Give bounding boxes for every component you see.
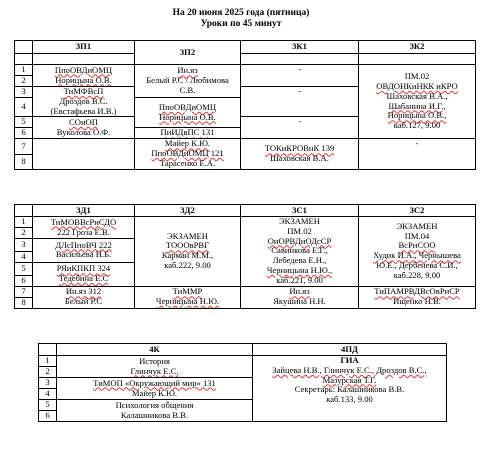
lesson-cell	[33, 217, 135, 239]
lesson-cell	[57, 378, 253, 400]
subject-name: ТиМОП «Окружающий мир» 131	[93, 377, 216, 388]
lesson-cell	[135, 98, 241, 128]
subject-code: ТиМФВсП	[63, 86, 104, 96]
subject-code: ПпоОВДиОМЦ	[158, 101, 217, 112]
no-lesson-dash: -	[298, 116, 301, 127]
module-code: ПМ.02	[404, 71, 430, 82]
corner-cell	[39, 344, 57, 356]
teacher-name: 222 Гроза Е.В.	[57, 226, 110, 237]
lesson-number: 2	[15, 228, 33, 239]
subject-code: Ин.яз 312	[65, 286, 102, 297]
subject-code: СОиОП	[69, 117, 98, 128]
subject-code: Ин.яз	[289, 286, 310, 297]
teacher-name: Норицына О.В.	[55, 74, 112, 85]
teacher-name: Савинкова Е.Г.,	[271, 245, 328, 256]
lesson-number: 4	[39, 389, 57, 400]
subject-code: ДЛсПпоВЧ 222	[55, 239, 112, 250]
lesson-number: 1	[15, 217, 33, 228]
subject-code: ТиМОВВсРиСДО	[50, 216, 117, 227]
teacher-name: (Евстафьева И.В.)	[50, 105, 117, 116]
exam-label: ГИА	[340, 355, 359, 365]
lesson-number: 4	[15, 98, 33, 117]
subject-code: ОиОРВДиОДсСР	[267, 235, 332, 246]
lesson-number: 2	[15, 76, 33, 87]
subject-code: Ин.яз	[177, 65, 198, 76]
teacher-name: Ищенко Н.В.	[393, 296, 441, 307]
subject-code: ПиИДвПС 131	[160, 127, 215, 138]
teacher-name: Вуколова О.Ф.	[56, 126, 111, 137]
subject-code: ВсРиСОО	[398, 240, 436, 251]
teacher-name: Черницына Н.Ю.	[155, 296, 220, 307]
module-code: ПМ.02	[287, 225, 312, 236]
subject-name: Психология общения	[115, 399, 194, 410]
lesson-number: 5	[15, 117, 33, 128]
no-lesson-dash: -	[415, 138, 419, 149]
teacher-name: Калашникова В.В.	[120, 409, 189, 420]
lesson-cell	[33, 87, 135, 117]
lesson-cell	[57, 400, 253, 422]
corner-cell	[15, 41, 33, 54]
group-header-4pd: 4ПД	[253, 344, 447, 356]
group-header-3s1: 3С1	[241, 205, 359, 217]
spacer-cell	[241, 54, 359, 65]
lesson-number: 4	[15, 251, 33, 262]
lesson-cell	[135, 128, 241, 139]
teacher-name: Дроздов В.С.	[59, 95, 108, 106]
subject-code: ТиММР	[172, 286, 203, 297]
spacer-cell	[33, 54, 135, 65]
lesson-cell	[359, 286, 476, 308]
group-header-4k: 4К	[57, 344, 253, 356]
lesson-number: 7	[15, 286, 33, 297]
subject-name: История	[139, 355, 170, 366]
spacer-cell	[359, 54, 476, 65]
schedule-table-4th-year	[38, 343, 447, 422]
module-code: ПМ.04	[404, 230, 430, 241]
group-header-3d2: 3Д2	[135, 205, 241, 217]
commission-members: Мазурская Т.Г.	[322, 374, 377, 385]
room-time: каб.133, 9.00	[326, 394, 373, 405]
lesson-number: 5	[15, 262, 33, 275]
lesson-cell-exam-block	[241, 217, 359, 287]
teacher-name: Шаховская В.А.,	[386, 90, 448, 101]
teacher-name: Тедебина Е.С	[58, 273, 109, 284]
lesson-cell	[241, 117, 359, 139]
subject-code: ОВДОНКиНКК иКРО	[376, 81, 458, 92]
lesson-cell	[241, 286, 359, 308]
subject-code: ТиПАМРВДВсОвРиСР	[374, 286, 460, 297]
teacher-name: Васильева Н.Б.	[55, 249, 112, 260]
subject-code: ТОООвРВГ	[165, 240, 210, 251]
lesson-number: 1	[15, 65, 33, 76]
lesson-cell	[33, 239, 135, 263]
teacher-name: Белый Р.С	[64, 296, 103, 307]
lesson-number: 6	[15, 128, 33, 139]
teacher-name: Глинчук Е.С.	[130, 365, 179, 376]
teacher-name: Тарасенко Е.А.	[159, 157, 216, 168]
teacher-name: Майер К.Ю.	[131, 387, 178, 398]
exam-label: ЭКЗАМЕН	[396, 220, 438, 231]
lesson-cell-exam-block	[359, 217, 476, 287]
group-header-3k2: 3К2	[359, 41, 476, 54]
group-header-3p1: 3П1	[33, 41, 135, 54]
lesson-cell	[57, 356, 253, 378]
lesson-number: 8	[15, 154, 33, 169]
lesson-cell	[135, 286, 241, 308]
exam-label: ЭКЗАМЕН	[166, 230, 208, 241]
teacher-name: Белый Р.С / Любимова	[146, 75, 229, 86]
lesson-number: 8	[15, 297, 33, 308]
lesson-cell	[241, 139, 359, 169]
group-header-3k1: 3К1	[241, 41, 359, 54]
lesson-cell	[33, 262, 135, 286]
no-lesson-dash: -	[298, 64, 301, 74]
lesson-number: 3	[15, 239, 33, 252]
teacher-name: Лебедева Е.Н.,	[272, 255, 327, 266]
lesson-cell	[135, 65, 241, 98]
lesson-number: 6	[15, 275, 33, 286]
lesson-cell-exam-block	[135, 217, 241, 287]
lesson-cell	[33, 117, 135, 139]
lesson-cell	[241, 87, 359, 117]
secretary: Секретарь: Калашникова В.В.	[294, 384, 405, 395]
commission-members: Зайцева Н.В., Глинчук Е.С., Дроздов В.С.,	[272, 364, 427, 375]
page-subtitle: Уроки по 45 минут	[200, 19, 282, 29]
teacher-name: Черницына Н.Ю.,	[266, 264, 333, 275]
schedule-table-3rd-year-p-k	[14, 40, 476, 170]
corner-cell	[15, 205, 33, 217]
group-header-3s2: 3С2	[359, 205, 476, 217]
subject-code: РЯиКПКП 324	[56, 263, 111, 274]
group-header-3d1: 3Д1	[33, 205, 135, 217]
lesson-cell	[241, 65, 359, 87]
empty-cell	[33, 139, 135, 169]
teacher-name: Норицына О.В.,	[387, 110, 447, 121]
schedule-table-3rd-year-d-s	[14, 204, 476, 309]
lesson-cell	[135, 139, 241, 169]
room-time: каб.127, 9.00	[393, 120, 441, 131]
teacher-name: Майер К.Ю.	[164, 138, 211, 149]
lesson-number: 6	[39, 411, 57, 422]
teacher-name: Шаховская В.А.	[270, 153, 329, 164]
room-time: каб.228, 9.00	[393, 269, 441, 280]
lesson-number: 5	[39, 400, 57, 411]
teacher-name: С.В.	[179, 84, 196, 95]
lesson-number: 7	[15, 139, 33, 154]
lesson-number: 3	[39, 378, 57, 389]
lesson-number: 3	[15, 87, 33, 98]
teacher-name: Худик И.А., Чернышева	[373, 250, 461, 261]
lesson-cell	[33, 286, 135, 308]
teacher-name: Якушина Н.Н.	[273, 296, 326, 307]
no-lesson-dash: -	[298, 86, 301, 96]
room-time: каб.221, 9.00	[276, 274, 323, 285]
group-header-3p2: 3П2	[135, 41, 241, 65]
subject-code: ПпоОВДиОМЦ	[54, 64, 113, 75]
lesson-number: 2	[39, 367, 57, 378]
teacher-name: Ю.Е., Дербенева С.И.,	[376, 260, 458, 271]
teacher-name: Шабанина И.Г.,	[388, 100, 446, 111]
teacher-name: Норицына О.В.	[159, 111, 216, 122]
teacher-name: Карман М.М.,	[161, 250, 214, 261]
subject-code: ПпоОВДиОМЦ 121	[151, 148, 224, 159]
lesson-cell	[33, 65, 135, 87]
spacer-cell	[15, 54, 33, 65]
exam-label: ЭКЗАМЕН	[278, 216, 320, 226]
lesson-cell	[359, 139, 476, 169]
lesson-cell-exam-block	[253, 356, 447, 422]
page-title: На 20 июня 2025 года (пятница)	[172, 8, 310, 18]
room-time: каб.222, 9.00	[164, 260, 211, 271]
subject-code: ТОКиКРОВнК 139	[264, 143, 335, 154]
lesson-cell-exam-block	[359, 65, 476, 139]
lesson-number: 1	[39, 356, 57, 367]
